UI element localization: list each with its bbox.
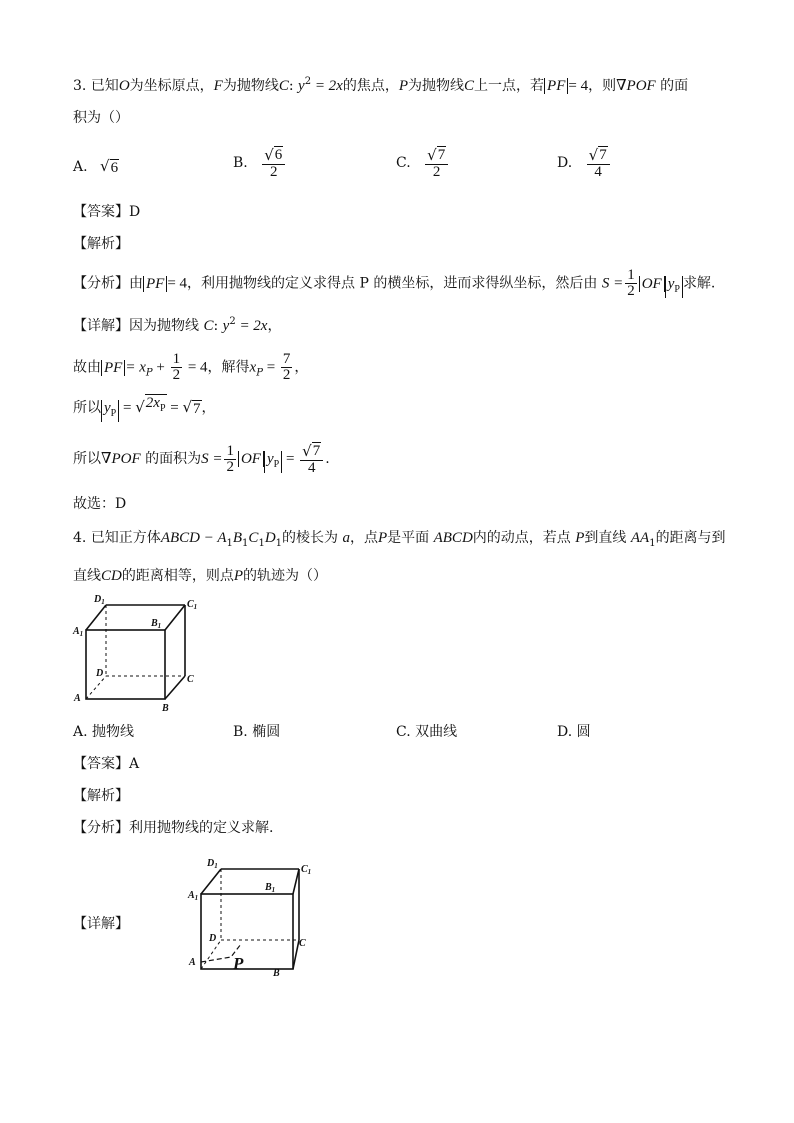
q3-option-a: A. √ 6 xyxy=(73,157,119,176)
q3-option-d: D. √ 7 4 xyxy=(557,146,612,180)
label-A: A xyxy=(74,693,81,704)
label-D1: $D_1$ xyxy=(94,594,105,606)
q4-answer: 【答案】A xyxy=(73,756,140,772)
q3-step3: 所以∇POF 的面积为S = $\frac{1}{2}$ OF $y_P$ = √ 7 4 . xyxy=(73,442,330,476)
label2-D1: $D_1$ xyxy=(207,858,218,870)
q4-fenxi: 【分析】利用抛物线的定义求解. xyxy=(73,820,274,836)
cube2-front-face xyxy=(201,894,293,969)
q3-step1: 故由 PF = $x_P$ + $\frac{1}{2}$ = 4，解得$x_P$ = $\frac{7}{2}$ ， xyxy=(73,351,309,383)
label2-C1: $C_1$ xyxy=(301,864,312,876)
q3-stem-line1: 3. 已知O为坐标原点，F为抛物线C: $y^2 = 2x$的焦点，P为抛物线C上一点，若 PF = 4，则∇POF 的面 xyxy=(73,76,689,94)
q4-option-c: C. 双曲线 xyxy=(396,724,458,740)
abs-PF: PF xyxy=(544,78,568,94)
label2-A: A xyxy=(189,957,196,968)
q4-option-b: B. 椭圆 xyxy=(233,724,281,740)
q4-option-a: A. 抛物线 xyxy=(73,724,135,740)
q4-option-d: D. 圆 xyxy=(557,724,591,740)
label-A1: $A_1$ xyxy=(73,626,84,638)
q3-fenxi: 【分析】由 PF = 4，利用抛物线的定义求得点 P 的横坐标，进而求得纵坐标，然后由 S = $\frac{1}{2}$ OF $y_P$ 求解. xyxy=(73,267,716,299)
q4-xiangjie-label: 【详解】 xyxy=(73,916,129,932)
q3-xiangjie: 【详解】因为抛物线 C: $y^2 = 2x$， xyxy=(73,316,282,334)
q3-choose: 故选：D xyxy=(73,496,127,512)
label2-D: D xyxy=(209,933,217,944)
q3-step2: 所以 $y_P$ = √ $2x_P$ = √ 7 ， xyxy=(73,394,216,422)
label-C: C xyxy=(187,674,194,685)
q3-option-c: C. √ 7 2 xyxy=(396,146,450,180)
label2-B1: $B_1$ xyxy=(265,882,276,894)
cube-front-face xyxy=(86,630,165,699)
label2-P: P xyxy=(233,954,244,973)
q3-answer: 【答案】D xyxy=(73,204,141,220)
label-B1: $B_1$ xyxy=(151,618,162,630)
cube-figure xyxy=(70,590,210,715)
label-B: B xyxy=(162,703,169,714)
cube-figure-solution xyxy=(185,852,325,982)
label2-C: C xyxy=(299,938,306,949)
label-C1: $C_1$ xyxy=(187,599,198,611)
label2-A1: $A_1$ xyxy=(188,890,199,902)
q4-analysis-heading: 【解析】 xyxy=(73,788,129,804)
q4-stem-line1: 4. 已知正方体ABCD − $A_1B_1C_1D_1$的棱长为 a，点P是平面 ABCD内的动点，若点 P到直线 $AA_1$的距离与到 xyxy=(73,530,726,549)
q3-option-b: B. √ 6 2 xyxy=(233,146,287,180)
q3-stem-line2: 积为（） xyxy=(73,110,129,126)
label2-B: B xyxy=(273,968,280,979)
q3-analysis-heading: 【解析】 xyxy=(73,236,129,252)
label-D: D xyxy=(96,668,104,679)
q4-stem-line2: 直线CD的距离相等，则点P的轨迹为（） xyxy=(73,568,328,584)
